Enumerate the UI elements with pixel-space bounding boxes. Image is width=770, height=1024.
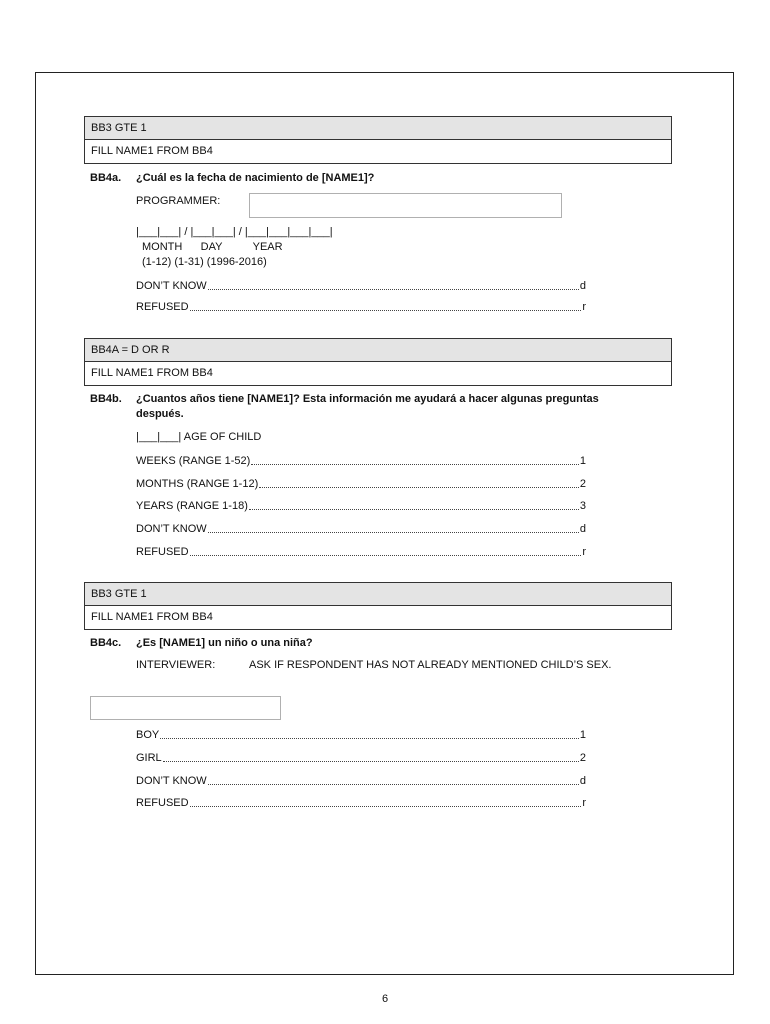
option-code: 1	[579, 455, 586, 467]
question-text-bb4b-line2: después.	[136, 408, 184, 420]
option-label: WEEKS (RANGE 1-52)	[136, 455, 251, 467]
option-code: r	[582, 301, 586, 313]
condition-text: BB4A = D OR R	[85, 339, 671, 362]
condition-box-bb4b	[84, 338, 672, 386]
page-number: 6	[381, 993, 389, 1005]
response-input[interactable]	[90, 696, 281, 720]
option-label: YEARS (RANGE 1-18)	[136, 500, 248, 512]
condition-box-bb4c	[84, 582, 672, 630]
option-dont-know[interactable]	[136, 278, 586, 294]
leader-dots	[190, 795, 582, 807]
option-label: REFUSED	[136, 301, 189, 313]
option-refused[interactable]	[136, 299, 586, 315]
option-code: 3	[579, 500, 586, 512]
question-id-bb4b: BB4b.	[90, 393, 122, 405]
option-code: d	[579, 280, 586, 292]
programmer-label: PROGRAMMER:	[136, 195, 221, 207]
fill-instruction: FILL NAME1 FROM BB4	[91, 611, 213, 623]
age-entry-line[interactable]: |___|___| AGE OF CHILD	[136, 431, 262, 443]
leader-dots	[163, 750, 579, 762]
option-label: BOY	[136, 729, 160, 741]
option-label: DON’T KNOW	[136, 280, 207, 292]
option-code: 1	[579, 729, 586, 741]
condition-text: BB3 GTE 1	[85, 117, 671, 140]
option-weeks[interactable]	[136, 453, 586, 469]
option-boy[interactable]	[136, 727, 586, 743]
option-label: DON’T KNOW	[136, 775, 207, 787]
date-entry-line[interactable]: |___|___| / |___|___| / |___|___|___|___|	[136, 226, 333, 238]
leader-dots	[160, 727, 579, 739]
programmer-input[interactable]	[249, 193, 562, 218]
option-dont-know[interactable]	[136, 773, 586, 789]
fill-instruction: FILL NAME1 FROM BB4	[91, 145, 213, 157]
option-refused[interactable]	[136, 544, 586, 560]
question-id-bb4a: BB4a.	[90, 172, 122, 184]
option-label: DON’T KNOW	[136, 523, 207, 535]
interviewer-instruction: ASK IF RESPONDENT HAS NOT ALREADY MENTIONED CHILD’S SEX.	[249, 659, 612, 671]
leader-dots	[208, 773, 579, 785]
condition-text: BB3 GTE 1	[85, 583, 671, 606]
date-field-ranges: (1-12) (1-31) (1996-2016)	[142, 256, 267, 268]
option-months[interactable]	[136, 476, 586, 492]
leader-dots	[208, 278, 579, 290]
option-years[interactable]	[136, 498, 586, 514]
option-refused[interactable]	[136, 795, 586, 811]
leader-dots	[190, 544, 582, 556]
option-label: MONTHS (RANGE 1-12)	[136, 478, 259, 490]
interviewer-label: INTERVIEWER:	[136, 659, 216, 671]
question-text-bb4a: ¿Cuál es la fecha de nacimiento de [NAME1]?	[136, 172, 375, 184]
option-code: d	[579, 523, 586, 535]
question-text-bb4b-line1: ¿Cuantos años tiene [NAME1]? Esta información me ayudará a hacer algunas preguntas	[136, 393, 599, 405]
leader-dots	[259, 476, 579, 488]
question-id-bb4c: BB4c.	[90, 637, 122, 649]
option-code: 2	[579, 752, 586, 764]
option-label: REFUSED	[136, 546, 189, 558]
leader-dots	[251, 453, 579, 465]
option-code: r	[582, 546, 586, 558]
condition-box-bb4a	[84, 116, 672, 164]
leader-dots	[190, 299, 582, 311]
leader-dots	[208, 521, 579, 533]
option-label: REFUSED	[136, 797, 189, 809]
option-code: r	[582, 797, 586, 809]
leader-dots	[249, 498, 579, 510]
option-girl[interactable]	[136, 750, 586, 766]
option-code: d	[579, 775, 586, 787]
option-code: 2	[579, 478, 586, 490]
option-dont-know[interactable]	[136, 521, 586, 537]
question-text-bb4c: ¿Es [NAME1] un niño o una niña?	[136, 637, 313, 649]
option-label: GIRL	[136, 752, 162, 764]
fill-instruction: FILL NAME1 FROM BB4	[91, 367, 213, 379]
date-field-labels: MONTH DAY YEAR	[142, 241, 283, 253]
